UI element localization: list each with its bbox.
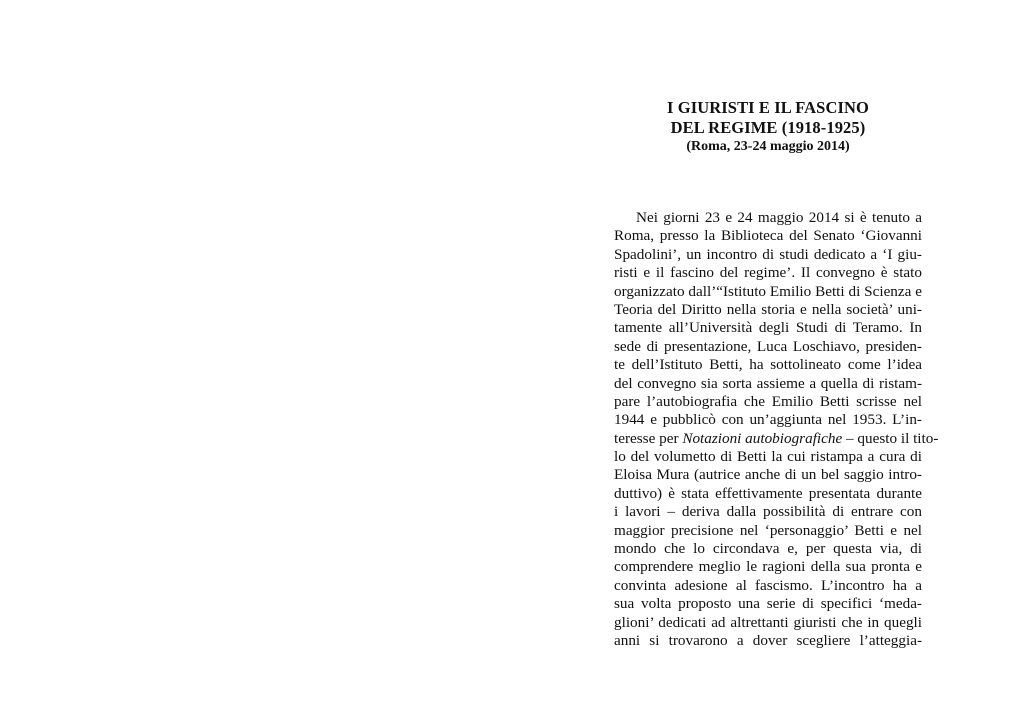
title-line-1: I GIURISTI E IL FASCINO bbox=[667, 98, 869, 117]
body-line: 1944 e pubblicò con un’aggiunta nel 1953. L’in- bbox=[614, 411, 922, 429]
body-line: te dell’Istituto Betti, ha sottolineato come l’idea bbox=[614, 356, 922, 374]
body-line: anni si trovarono a dover scegliere l’atteggia- bbox=[614, 631, 922, 649]
body-paragraph bbox=[614, 209, 939, 650]
body-line: Nei giorni 23 e 24 maggio 2014 si è tenuto a bbox=[636, 209, 922, 226]
body-line: comprendere meglio le ragioni della sua pronta e bbox=[614, 558, 922, 576]
title-line-2: DEL REGIME (1918-1925) bbox=[670, 118, 866, 137]
body-line: maggior precisione nel ‘personaggio’ Betti e nel bbox=[614, 521, 922, 539]
body-line: organizzato dall’“Istituto Emilio Betti di Scienza e bbox=[614, 282, 922, 300]
right-page bbox=[614, 0, 939, 724]
body-text-fragment: teresse per bbox=[614, 429, 683, 447]
body-line: Spadolini’, un incontro di studi dedicato a ‘I giu- bbox=[614, 245, 922, 263]
italic-book-title: Notazioni autobiografiche bbox=[682, 429, 843, 447]
body-line: i lavori – deriva dalla possibilità di entrare con bbox=[614, 503, 922, 521]
body-line: mondo che lo circondava e, per questa via, di bbox=[614, 540, 922, 558]
body-line: duttivo) è stata effettivamente presentata durante bbox=[614, 484, 922, 502]
body-line: sede di presentazione, Luca Loschiavo, presiden- bbox=[614, 337, 922, 355]
body-line: risti e il fascino del regime’. Il convegno è stato bbox=[614, 264, 922, 282]
article-heading bbox=[588, 98, 948, 156]
body-line: lo del volumetto di Betti la cui ristampa a cura di bbox=[614, 448, 922, 466]
body-line-with-italic-title bbox=[614, 429, 939, 448]
body-line: del convegno sia sorta assieme a quella di ristam- bbox=[614, 374, 922, 392]
body-line: tamente all’Università degli Studi di Teramo. In bbox=[614, 319, 922, 337]
body-line: pare l’autobiografia che Emilio Betti scrisse nel bbox=[614, 392, 922, 410]
body-line: glioni’ dedicati ad altrettanti giuristi che in quegli bbox=[614, 613, 922, 631]
body-text-fragment: – questo il tito- bbox=[842, 429, 939, 447]
subtitle-date-place: (Roma, 23-24 maggio 2014) bbox=[686, 139, 850, 154]
body-line: Teoria del Diritto nella storia e nella società’ uni- bbox=[614, 300, 922, 318]
body-line: Roma, presso la Biblioteca del Senato ‘Giovanni bbox=[614, 227, 922, 245]
body-line: sua volta proposto una serie di specifici ‘meda- bbox=[614, 595, 922, 613]
body-line: Eloisa Mura (autrice anche di un bel saggio intro- bbox=[614, 466, 922, 484]
body-line: convinta adesione al fascismo. L’incontro ha a bbox=[614, 576, 922, 594]
